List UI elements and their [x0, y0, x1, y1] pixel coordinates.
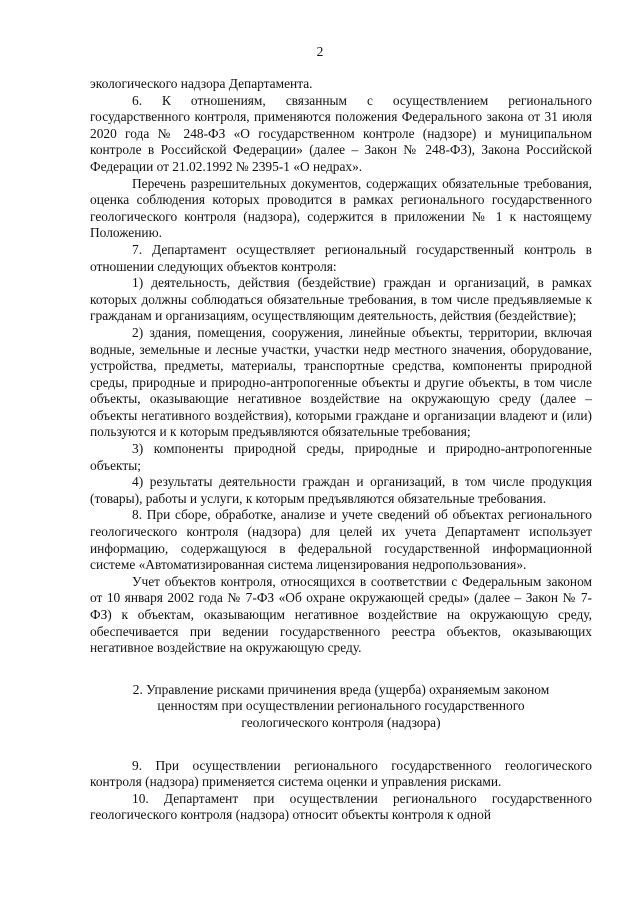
list-item-3: 3) компоненты природной среды, природные и природно-антропогенные объекты; [90, 441, 592, 473]
paragraph-continuation: экологического надзора Департамента. [90, 76, 313, 91]
section-heading [90, 682, 592, 732]
paragraph-item-10: 10. Департамент при осуществлении регионального государственного геологического контроля (надзора) относит объекты контроля к одной [90, 790, 592, 823]
section-heading-line: геологического контроля (надзора) [241, 714, 441, 730]
paragraph-item-7: 7. Департамент осуществляет региональный государственный контроль в отношении следующих объектов контроля: [90, 241, 592, 274]
list-item-2: 2) здания, помещения, сооружения, линейные объекты, территории, включая водные, земельные и лесные участки, участки недр местного значения, оборудование, устройства, предметы, материалы, транспортные средства, компоненты природной среды, природные и природно-антропогенные объекты и другие объекты, в том числе объекты, оказывающие негативное воздействие на окружающую среду (далее – объекты негативного воздействия), которыми граждане и организации владеют и (или) пользуются и к которым предъявляются обязательные требования; [90, 324, 592, 440]
page-number: 2 [316, 44, 324, 59]
section-heading-line: ценностям при осуществлении регионального государственного [157, 698, 525, 714]
paragraph-permits-list: Перечень разрешительных документов, содержащих обязательные требования, оценка соблюдения которых проводится в рамках регионального государственного геологического контроля (надзора), содержится в приложении № 1 к настоящему Положению. [90, 175, 592, 241]
paragraph-registry: Учет объектов контроля, относящихся в соответствии с Федеральным законом от 10 января 2002 года № 7-ФЗ «Об охране окружающей среды» (далее – Закон № 7-ФЗ) к объектам, оказывающим негативное воздействие на окружающую среду, обеспечивается при ведении государственного реестра объектов, оказывающих негативное воздействие на окружающую среду. [90, 573, 592, 656]
paragraph-item-8: 8. При сборе, обработке, анализе и учете сведений об объектах регионального геологического контроля (надзора) для целей их учета Департамент использует информацию, содержащуюся в федеральной государственной информационной системе «Автоматизированная система лицензирования недропользования». [90, 507, 592, 573]
document-body [90, 76, 592, 824]
list-item-1: 1) деятельность, действия (бездействие) граждан и организаций, в рамках которых должны соблюдаться обязательные требования, в том числе предъявляемые к гражданам и организациям, осуществляющим деятельность, действия (бездействие); [90, 275, 592, 324]
section-heading-line: 2. Управление рисками причинения вреда (ущерба) охраняемым законом [132, 681, 550, 697]
paragraph-item-9: 9. При осуществлении регионального государственного геологического контроля (надзора) применяется система оценки и управления рисками. [90, 757, 592, 790]
paragraph-item-6: 6. К отношениям, связанным с осуществлением регионального государственного контроля, применяются положения Федерального закона от 31 июля 2020 года № 248-ФЗ «О государственном контроле (надзоре) и муниципальном контроле в Российской Федерации» (далее – Закон № 248-ФЗ), Закона Российской Федерации от 21.02.1992 № 2395-1 «О недрах». [90, 92, 592, 174]
list-item-4: 4) результаты деятельности граждан и организаций, в том числе продукция (товары), работы и услуги, к которым предъявляются обязательные требования. [90, 474, 592, 506]
